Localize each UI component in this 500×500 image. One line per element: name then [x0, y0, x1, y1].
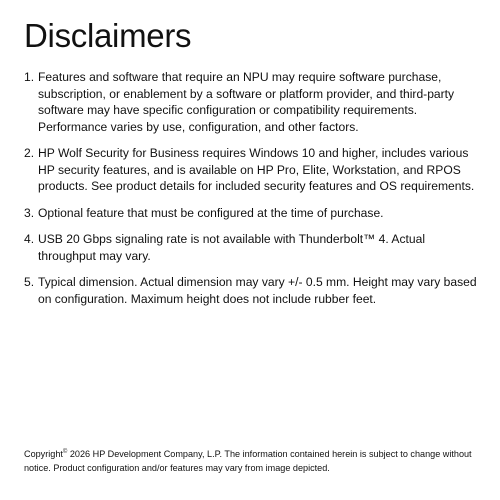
- disclaimer-text: Optional feature that must be configured at the time of purchase.: [38, 205, 384, 220]
- disclaimer-number: 3.: [24, 205, 35, 220]
- disclaimer-number: 2.: [24, 146, 35, 160]
- disclaimer-item-5: [24, 274, 479, 307]
- disclaimer-text: Features and software that require an NPU may require software purchase, subscription, or enablement by a software or platform provider, and third-party software may have specific configuration or compatibility requirements. Performance varies by use, configuration, and other factors.: [38, 70, 455, 134]
- disclaimer-item-1: [24, 69, 479, 135]
- copyright-symbol: ©: [62, 448, 68, 455]
- copyright-text: 2026 HP Development Company, L.P. The information contained herein is subject to change without notice. Product configuration and/or features may vary from image depicted.: [24, 449, 472, 473]
- disclaimer-item-3: [24, 205, 479, 222]
- disclaimer-text: HP Wolf Security for Business requires Windows 10 and higher, includes various HP security features, and is available on HP Pro, Elite, Workstation, and RPOS products. See product details for included security features and OS requirements.: [38, 146, 475, 193]
- disclaimer-number: 1.: [24, 70, 35, 84]
- copyright-footer: [24, 448, 482, 475]
- page-title: Disclaimers: [24, 17, 192, 54]
- disclaimer-item-4: [24, 231, 479, 264]
- disclaimer-number: 4.: [24, 232, 35, 246]
- disclaimer-text: Typical dimension. Actual dimension may vary +/- 0.5 mm. Height may vary based on configuration. Maximum height does not include rubber feet.: [38, 275, 477, 306]
- disclaimer-list: [24, 69, 479, 317]
- disclaimer-item-2: [24, 145, 479, 195]
- disclaimer-text: USB 20 Gbps signaling rate is not available with Thunderbolt™ 4. Actual throughput may vary.: [38, 232, 425, 263]
- copyright-word: Copyright: [24, 449, 63, 459]
- disclaimer-number: 5.: [24, 275, 35, 289]
